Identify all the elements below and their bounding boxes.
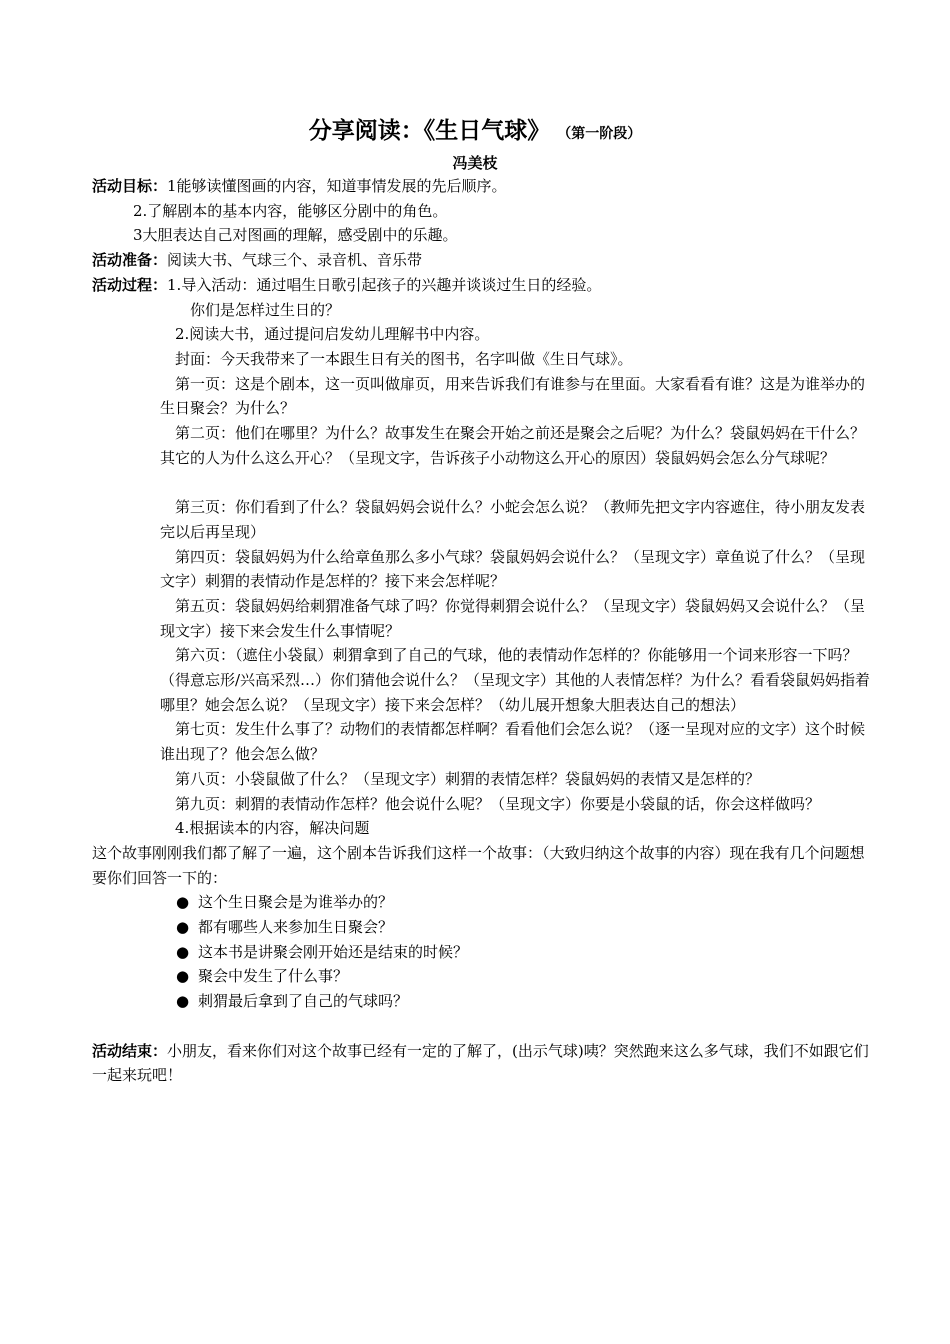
author-name: 冯美枝	[452, 154, 498, 172]
summary-paragraph: 这个故事刚刚我们都了解了一遍，这个剧本告诉我们这样一个故事：（大致归纳这个故事的内容）现在我有几个问题想要你们回答一下的：	[92, 843, 865, 887]
goal-item: 3大胆表达自己对图画的理解，感受剧中的乐趣。	[133, 226, 458, 245]
question-text: 聚会中发生了什么事？	[198, 967, 349, 986]
title-stage: （第一阶段）	[564, 126, 642, 142]
page-paragraph: 第二页：他们在哪里？为什么？故事发生在聚会开始之前还是聚会之后呢？为什么？袋鼠妈妈在干什么？其它的人为什么这么开心？（呈现文字，告诉孩子小动物这么开心的原因）袋鼠妈妈会怎么分气球呢？	[160, 424, 866, 467]
process-label: 活动过程：	[92, 275, 168, 294]
list-item	[92, 890, 872, 915]
process-step4: 4.根据读本的内容，解决问题	[175, 819, 370, 838]
list-item	[92, 989, 872, 1014]
ending-section	[92, 1039, 872, 1088]
process-step1-question: 你们是怎样过生日的？	[190, 300, 341, 319]
question-text: 这本书是讲聚会刚开始还是结束的时候？	[198, 942, 469, 961]
cover-paragraph: 封面：今天我带来了一本跟生日有关的图书，名字叫做《生日气球》。	[175, 349, 633, 368]
document-title	[0, 112, 950, 145]
goals-section	[92, 174, 872, 199]
goals-label: 活动目标：	[92, 177, 168, 195]
prep-text: 阅读大书、气球三个、录音机、音乐带	[167, 251, 423, 270]
ending-label: 活动结束：	[92, 1041, 168, 1060]
list-item	[92, 915, 872, 940]
question-text: 刺猬最后拿到了自己的气球吗？	[198, 992, 409, 1011]
page-paragraph: 第八页：小袋鼠做了什么？（呈现文字）刺猬的表情怎样？袋鼠妈妈的表情又是怎样的？	[175, 769, 761, 788]
blank-line	[92, 1014, 872, 1039]
document-body	[92, 174, 872, 1088]
bullet-icon: ●	[176, 918, 190, 937]
prep-section	[92, 248, 872, 273]
ending-text: 小朋友，看来你们对这个故事已经有一定的了解了，(出示气球)咦？突然跑来这么多气球，我们不如跟它们一起来玩吧！	[92, 1041, 869, 1085]
page-paragraph: 第五页：袋鼠妈妈给刺猬准备气球了吗？你觉得刺猬会说什么？（呈现文字）袋鼠妈妈又会说什么？（呈现文字）接下来会发生什么事情呢？	[160, 596, 866, 640]
blank-line	[92, 470, 872, 495]
list-item	[92, 940, 872, 965]
page-paragraph: 第三页：你们看到了什么？袋鼠妈妈会说什么？小蛇会怎么说？（教师先把文字内容遮住，待小朋友发表完以后再呈现）	[160, 498, 866, 541]
bullet-icon: ●	[176, 992, 190, 1011]
question-text: 都有哪些人来参加生日聚会？	[198, 918, 394, 937]
prep-label: 活动准备：	[92, 251, 168, 270]
process-section	[92, 273, 872, 298]
title-main: 分享阅读：《生日气球》	[308, 118, 551, 144]
page-paragraph: 第四页：袋鼠妈妈为什么给章鱼那么多小气球？袋鼠妈妈会说什么？（呈现文字）章鱼说了什么？（呈现文字）刺猬的表情动作是怎样的？接下来会怎样呢？	[160, 547, 866, 591]
list-item	[92, 964, 872, 989]
process-step2: 2.阅读大书，通过提问启发幼儿理解书中内容。	[175, 325, 490, 344]
process-step1: 1.导入活动：通过唱生日歌引起孩子的兴趣并谈谈过生日的经验。	[167, 275, 602, 294]
page-paragraph: 第七页：发生什么事了？动物们的表情都怎样啊？看看他们会怎么说？（逐一呈现对应的文字）这个时候谁出现了？他会怎么做？	[160, 720, 866, 764]
bullet-icon: ●	[176, 942, 190, 961]
page-paragraph: 第九页：刺猬的表情动作怎样？他会说什么呢？（呈现文字）你要是小袋鼠的话，你会这样做吗？	[175, 794, 821, 813]
question-text: 这个生日聚会是为谁举办的？	[198, 893, 394, 912]
goal-item: 1能够读懂图画的内容，知道事情发展的先后顺序。	[167, 177, 507, 195]
bullet-icon: ●	[176, 893, 190, 912]
page-paragraph: 第一页：这是个剧本，这一页叫做扉页，用来告诉我们有谁参与在里面。大家看看有谁？这是为谁举办的生日聚会？为什么？	[160, 374, 866, 418]
bullet-icon: ●	[176, 967, 190, 986]
goal-item: 2.了解剧本的基本内容，能够区分剧中的角色。	[133, 201, 448, 220]
page-paragraph: 第六页：（遮住小袋鼠）刺猬拿到了自己的气球，他的表情动作怎样的？你能够用一个词来形容一下吗？（得意忘形/兴高采烈…）你们猜他会说什么？（呈现文字）其他的人表情怎样？为什么？看看袋鼠妈妈指着哪里？她会怎么说？（呈现文字）接下来会怎样？（幼儿展开想象大胆表达自己的想法）	[160, 646, 871, 714]
